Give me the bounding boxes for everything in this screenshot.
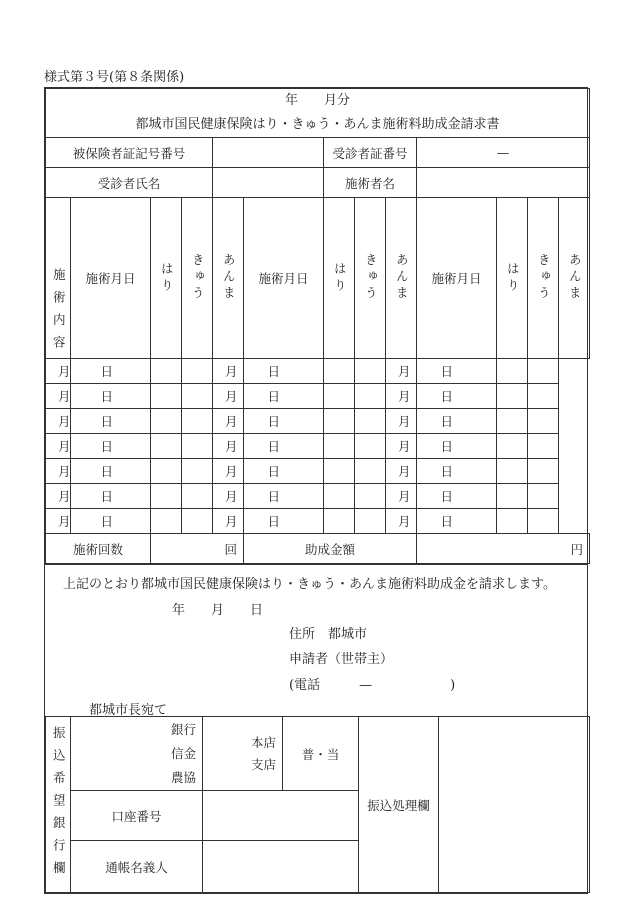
treatment-anma-cell[interactable] — [355, 484, 386, 509]
declaration-statement: 上記のとおり都城市国民健康保険はり・きゅう・あんま施術料助成金を請求します。 — [63, 577, 556, 592]
branch-sub: 支店 — [250, 756, 276, 772]
treatment-kyu-cell[interactable] — [151, 409, 182, 434]
treatment-date-cell[interactable] — [386, 359, 454, 384]
treatment-date-cell[interactable] — [386, 459, 454, 484]
treatment-date-cell[interactable] — [213, 434, 281, 459]
phone-label[interactable]: (電話 — ) — [289, 678, 456, 693]
insured-number-label: 被保険者証記号番号 — [46, 138, 213, 168]
treatment-kyu-cell[interactable] — [151, 434, 182, 459]
treatment-date-cell[interactable] — [213, 509, 281, 534]
treatment-date-cell[interactable] — [386, 384, 454, 409]
form-number: 様式第３号(第８条関係) — [44, 70, 185, 85]
treatment-anma-cell[interactable] — [355, 359, 386, 384]
treatment-rows — [46, 359, 590, 534]
month-label: 月 — [225, 414, 238, 429]
day-label: 日 — [267, 414, 281, 429]
date-header-1: 施術月日 — [71, 198, 151, 359]
patient-cert-label: 受診者証番号 — [324, 138, 417, 168]
day-label: 日 — [267, 389, 281, 404]
kyu-header-3: きゅう — [528, 198, 559, 359]
treatment-anma-cell[interactable] — [528, 409, 559, 434]
month-label: 月 — [398, 364, 411, 379]
treatment-anma-cell[interactable] — [528, 434, 559, 459]
month-label: 月 — [58, 439, 71, 454]
day-label: 日 — [100, 514, 114, 529]
treatment-row — [46, 359, 590, 384]
treatment-kyu-cell[interactable] — [151, 484, 182, 509]
claim-form — [44, 87, 588, 894]
treatment-anma-cell[interactable] — [182, 434, 213, 459]
month-label: 月 — [58, 514, 71, 529]
month-label: 月 — [398, 489, 411, 504]
patient-name-label: 受診者氏名 — [46, 168, 213, 198]
patient-name-field[interactable] — [213, 168, 324, 198]
treatment-anma-cell[interactable] — [355, 509, 386, 534]
treatment-row — [46, 409, 590, 434]
treatment-kyu-cell[interactable] — [324, 484, 355, 509]
treatment-kyu-cell[interactable] — [497, 459, 528, 484]
month-label: 月 — [225, 464, 238, 479]
insured-number-field[interactable] — [213, 138, 324, 168]
treatment-kyu-cell[interactable] — [497, 409, 528, 434]
treatment-anma-cell[interactable] — [182, 459, 213, 484]
treatment-anma-cell[interactable] — [355, 409, 386, 434]
month-label: 月 — [225, 489, 238, 504]
treatment-date-cell[interactable] — [46, 409, 114, 434]
applicant-label[interactable]: 申請者（世帯主） — [289, 652, 394, 667]
treatment-date-cell[interactable] — [213, 359, 281, 384]
month-label: 月 — [58, 464, 71, 479]
bank-side-label: 振込希望銀行欄 — [46, 717, 71, 893]
treatment-kyu-cell[interactable] — [324, 409, 355, 434]
day-label: 日 — [100, 439, 114, 454]
kyu-header-2: きゅう — [355, 198, 386, 359]
account-holder-label: 通帳名義人 — [71, 841, 203, 893]
day-label: 日 — [440, 439, 454, 454]
day-label: 日 — [267, 489, 281, 504]
transfer-field[interactable] — [439, 717, 590, 893]
treatment-row — [46, 484, 590, 509]
treatment-anma-cell[interactable] — [528, 459, 559, 484]
treatment-date-cell[interactable] — [46, 484, 114, 509]
treatment-kyu-cell[interactable] — [497, 509, 528, 534]
account-number-label: 口座番号 — [71, 791, 203, 841]
treatment-date-cell[interactable] — [386, 409, 454, 434]
month-label: 月 — [225, 364, 238, 379]
practitioner-field[interactable] — [417, 168, 590, 198]
treatment-anma-cell[interactable] — [355, 384, 386, 409]
treatment-anma-cell[interactable] — [528, 359, 559, 384]
treatment-anma-cell[interactable] — [182, 484, 213, 509]
form-table — [45, 88, 590, 564]
count-label: 施術回数 — [46, 534, 151, 564]
hari-header-3: はり — [497, 198, 528, 359]
header-cell — [46, 89, 590, 138]
year-month: 年 月分 — [284, 93, 350, 108]
anma-header-1: あんま — [213, 198, 244, 359]
account-type[interactable]: 普・当 — [283, 717, 359, 791]
day-label: 日 — [440, 464, 454, 479]
treatment-date-cell[interactable] — [386, 434, 454, 459]
day-label: 日 — [100, 414, 114, 429]
month-label: 月 — [58, 489, 71, 504]
treatment-kyu-cell[interactable] — [324, 509, 355, 534]
treatment-kyu-cell[interactable] — [151, 509, 182, 534]
treatment-anma-cell[interactable] — [182, 509, 213, 534]
month-label: 月 — [225, 389, 238, 404]
treatment-side-label: 施術内容 — [46, 198, 71, 359]
treatment-row — [46, 459, 590, 484]
treatment-kyu-cell[interactable] — [497, 484, 528, 509]
treatment-kyu-cell[interactable] — [151, 384, 182, 409]
addressee: 都城市長宛て — [89, 703, 168, 718]
patient-cert-field[interactable]: — — [417, 138, 590, 168]
anma-header-2: あんま — [386, 198, 417, 359]
branch-main: 本店 — [250, 734, 276, 750]
month-label: 月 — [398, 514, 411, 529]
treatment-date-cell[interactable] — [386, 484, 454, 509]
treatment-kyu-cell[interactable] — [497, 434, 528, 459]
bank-type-nokyo: 農協 — [170, 769, 196, 785]
hari-header-1: はり — [151, 198, 182, 359]
treatment-date-cell[interactable] — [46, 384, 114, 409]
treatment-kyu-cell[interactable] — [324, 384, 355, 409]
treatment-kyu-cell[interactable] — [324, 459, 355, 484]
treatment-date-cell[interactable] — [46, 459, 114, 484]
practitioner-label: 施術者名 — [324, 168, 417, 198]
treatment-anma-cell[interactable] — [528, 484, 559, 509]
month-label: 月 — [58, 414, 71, 429]
treatment-row — [46, 509, 590, 534]
treatment-anma-cell[interactable] — [182, 384, 213, 409]
count-field[interactable]: 回 — [151, 534, 244, 564]
declaration-section — [45, 564, 587, 716]
day-label: 日 — [100, 489, 114, 504]
treatment-kyu-cell[interactable] — [497, 359, 528, 384]
treatment-date-cell[interactable] — [46, 509, 114, 534]
treatment-date-cell[interactable] — [213, 484, 281, 509]
day-label: 日 — [267, 464, 281, 479]
treatment-anma-cell[interactable] — [355, 459, 386, 484]
bank-type-bank: 銀行 — [170, 721, 196, 737]
day-label: 日 — [100, 464, 114, 479]
treatment-row — [46, 384, 590, 409]
bank-type-shinkin: 信金 — [170, 745, 196, 761]
treatment-kyu-cell[interactable] — [324, 359, 355, 384]
anma-header-3: あんま — [559, 198, 590, 359]
treatment-date-cell[interactable] — [213, 409, 281, 434]
treatment-anma-cell[interactable] — [528, 509, 559, 534]
treatment-kyu-cell[interactable] — [497, 384, 528, 409]
day-label: 日 — [267, 439, 281, 454]
day-label: 日 — [440, 414, 454, 429]
address-label[interactable]: 住所 都城市 — [289, 627, 368, 642]
day-label: 日 — [100, 364, 114, 379]
month-label: 月 — [398, 439, 411, 454]
day-label: 日 — [440, 389, 454, 404]
transfer-label: 振込処理欄 — [359, 717, 439, 893]
treatment-date-cell[interactable] — [213, 459, 281, 484]
treatment-row — [46, 434, 590, 459]
branch-type-cell[interactable] — [203, 717, 283, 791]
amount-label: 助成金額 — [244, 534, 417, 564]
account-number-field[interactable] — [203, 791, 359, 841]
treatment-kyu-cell[interactable] — [324, 434, 355, 459]
day-label: 日 — [440, 364, 454, 379]
amount-field[interactable]: 円 — [417, 534, 590, 564]
bank-table — [45, 716, 590, 893]
day-label: 日 — [440, 514, 454, 529]
treatment-anma-cell[interactable] — [355, 434, 386, 459]
treatment-date-cell[interactable] — [46, 359, 114, 384]
form-title: 都城市国民健康保険はり・きゅう・あんま施術料助成金請求書 — [135, 117, 500, 132]
treatment-date-cell[interactable] — [46, 434, 114, 459]
bank-type-cell[interactable] — [71, 717, 203, 791]
treatment-anma-cell[interactable] — [528, 384, 559, 409]
day-label: 日 — [100, 389, 114, 404]
month-label: 月 — [58, 364, 71, 379]
treatment-date-cell[interactable] — [386, 509, 454, 534]
treatment-anma-cell[interactable] — [182, 359, 213, 384]
month-label: 月 — [58, 389, 71, 404]
day-label: 日 — [267, 514, 281, 529]
treatment-date-cell[interactable] — [213, 384, 281, 409]
date-header-3: 施術月日 — [417, 198, 497, 359]
date-header-2: 施術月日 — [244, 198, 324, 359]
month-label: 月 — [398, 389, 411, 404]
declaration-date[interactable]: 年 月 日 — [172, 603, 264, 618]
month-label: 月 — [225, 439, 238, 454]
account-holder-field[interactable] — [203, 841, 359, 893]
treatment-kyu-cell[interactable] — [151, 359, 182, 384]
hari-header-2: はり — [324, 198, 355, 359]
day-label: 日 — [267, 364, 281, 379]
month-label: 月 — [398, 464, 411, 479]
treatment-anma-cell[interactable] — [182, 409, 213, 434]
day-label: 日 — [440, 489, 454, 504]
month-label: 月 — [398, 414, 411, 429]
kyu-header-1: きゅう — [182, 198, 213, 359]
treatment-kyu-cell[interactable] — [151, 459, 182, 484]
month-label: 月 — [225, 514, 238, 529]
